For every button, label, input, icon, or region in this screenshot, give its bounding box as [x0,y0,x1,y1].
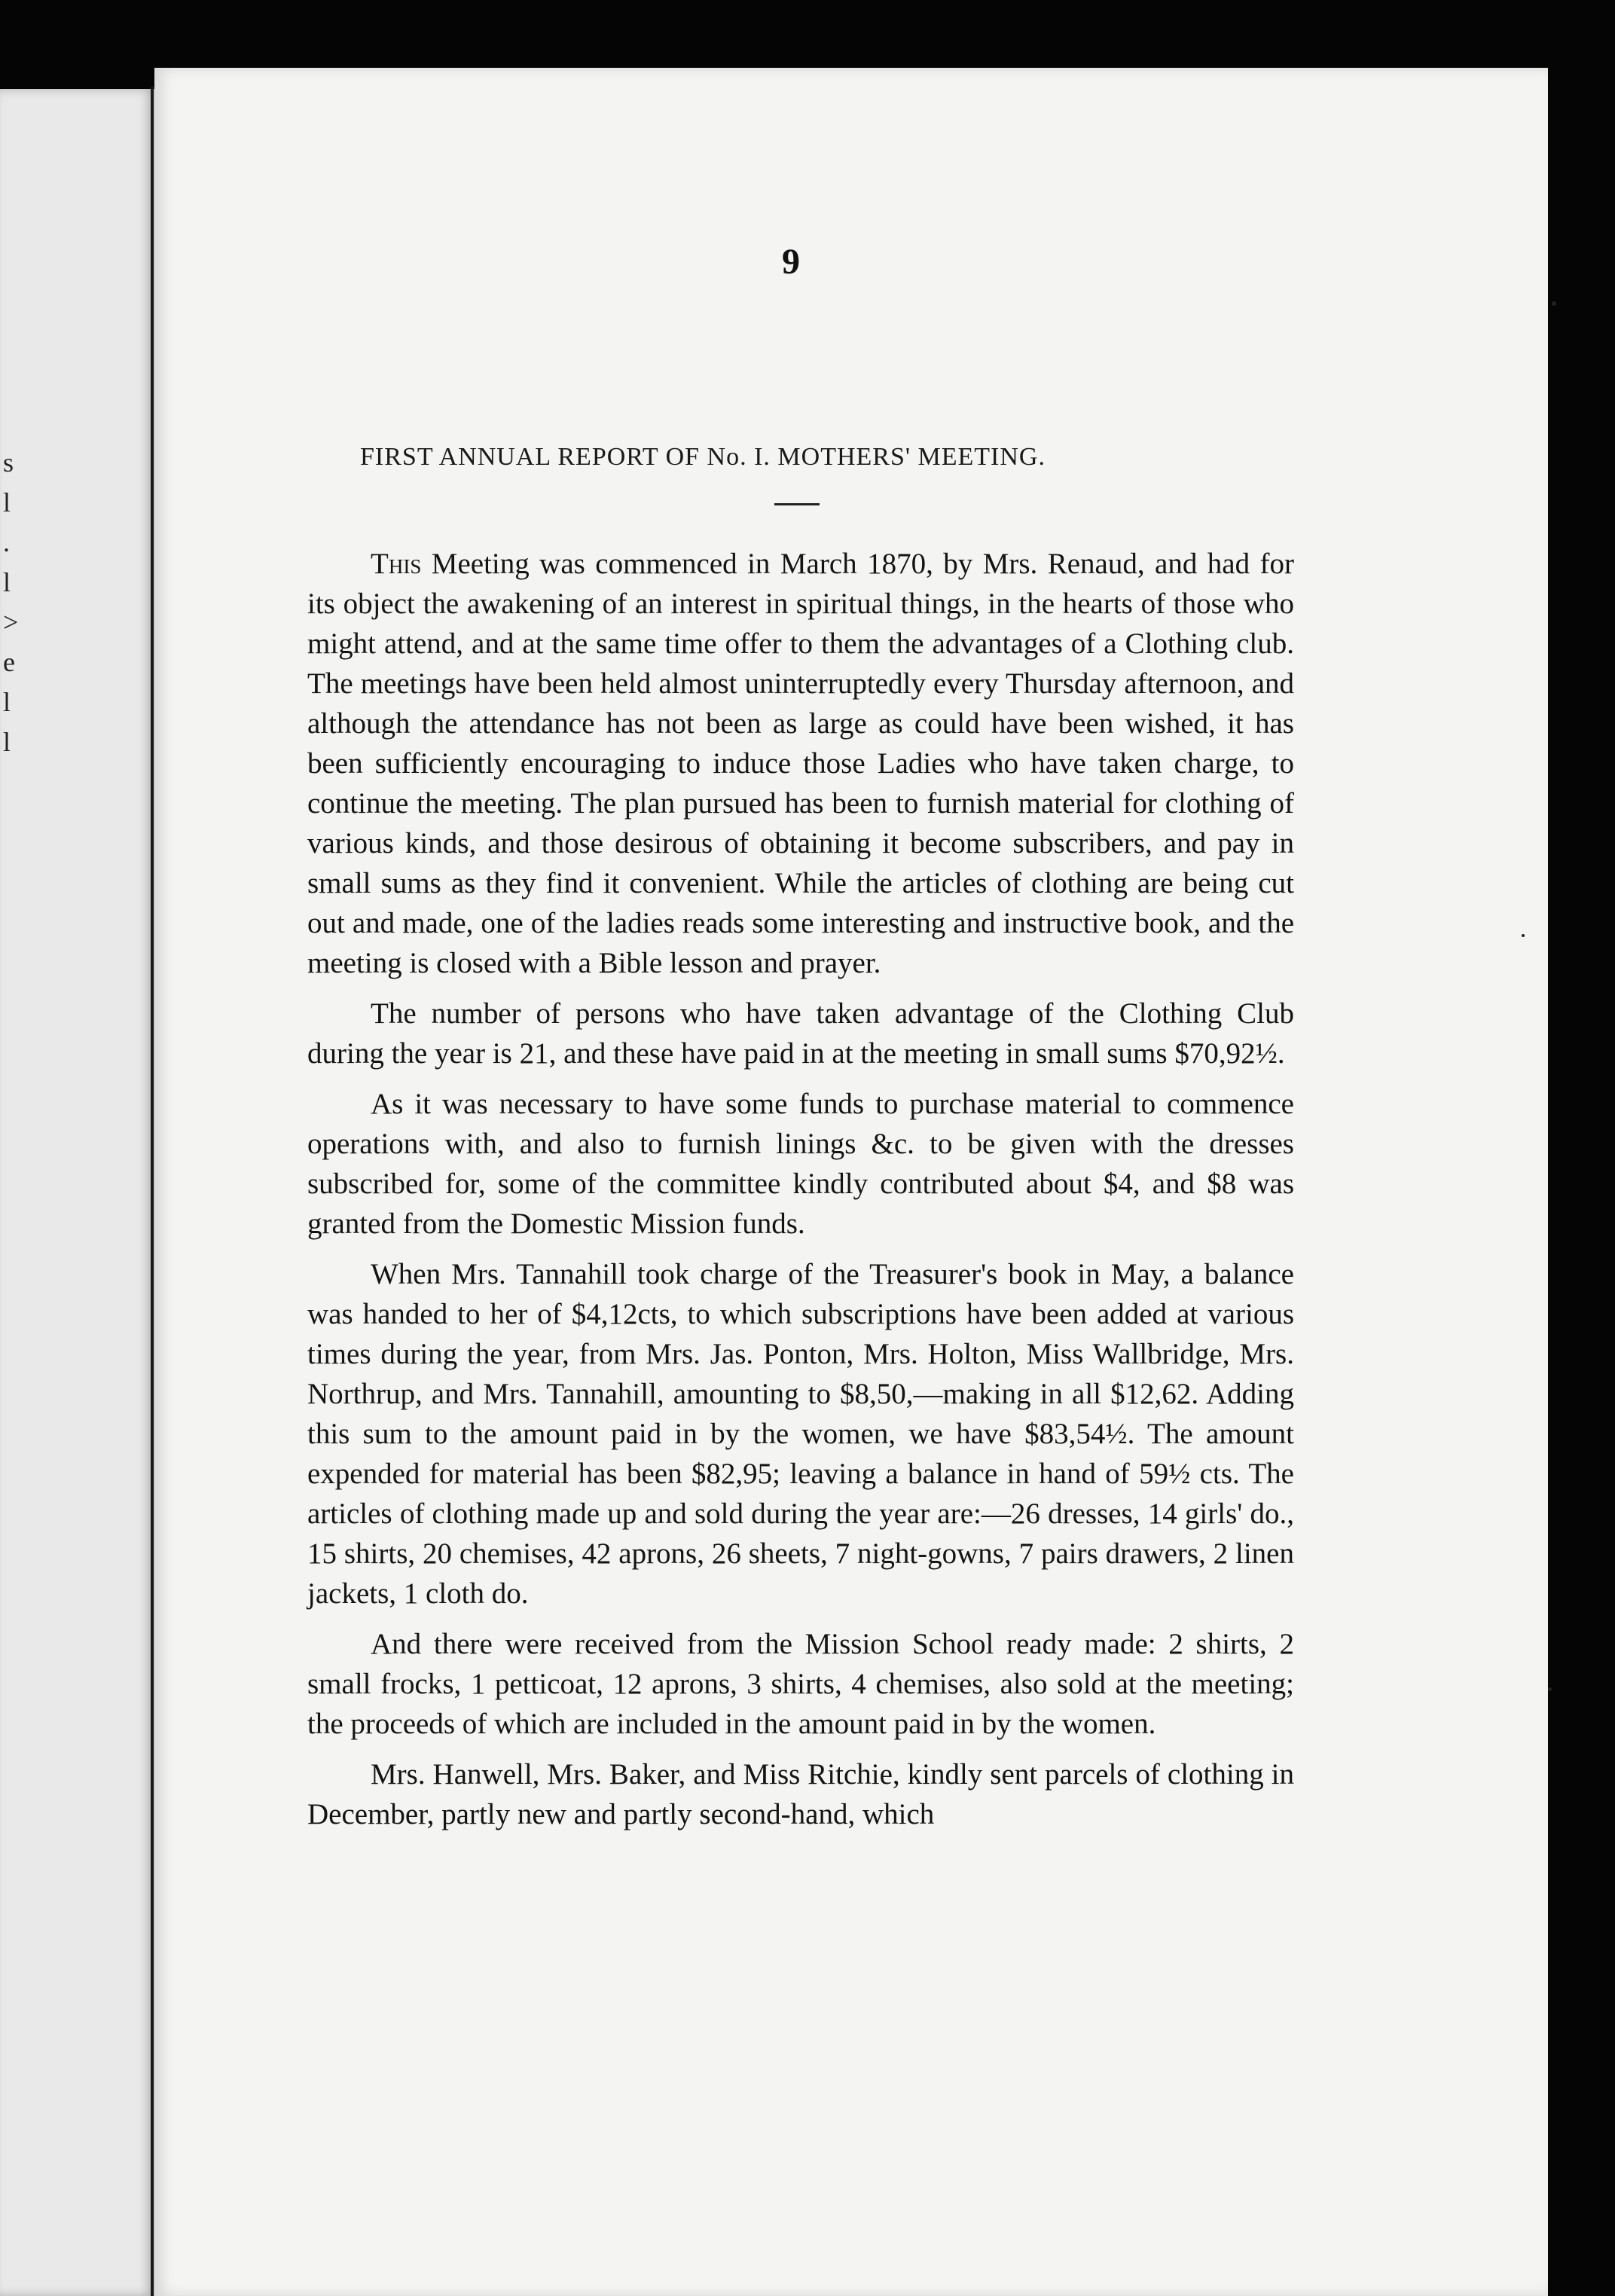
paragraph-text: When Mrs. Tannahill took charge of the Treasurer's book in May, a balance was handed to her of $4,12cts, to which subscriptions have been added at various times during the year, from Mrs. Jas. Ponton, Mrs. Holton, Miss Wallbridge, Mrs. Northrup, and Mrs. Tannahill, amounting to $8,50,—making in all $12,62. Adding this sum to the amount paid in by the women, we have $83,54½. The amount expended for material has been $82,95; leaving a balance in hand of 59½ cts. The articles of clothing made up and sold during the year are:—26 dresses, 14 girls' do., 15 shirts, 20 chemises, 42 aprons, 26 sheets, 7 night-gowns, 7 pairs drawers, 2 linen jackets, 1 cloth do. [307,1258,1294,1610]
paragraph-lead: This [371,548,422,580]
report-title: FIRST ANNUAL REPORT OF No. I. MOTHERS' MEETING. [360,443,1046,471]
scan-speck [1552,301,1556,306]
edge-mark: l [3,687,11,717]
report-body [307,544,1294,1845]
paragraph [307,1254,1294,1614]
paragraph [307,544,1294,983]
edge-mark: e [3,647,15,677]
edge-mark: l [3,567,11,597]
paragraph [307,1624,1294,1744]
edge-mark: s [3,447,14,478]
page-number: 9 [782,242,800,282]
paragraph-text: The number of persons who have taken advantage of the Clothing Club during the year is 21, and these have paid in at the meeting in small sums $70,92½. [307,997,1294,1070]
paragraph-text: Meeting was commenced in March 1870, by Mrs. Renaud, and had for its object the awakening of an interest in spiritual things, in the hearts of those who might attend, and at the same time offer to them the advantages of a Clothing club. The meetings have been held almost uninterruptedly every Thursday afternoon, and although the attendance has not been as large as could have been wished, it has been sufficiently encouraging to induce those Ladies who have taken charge, to continue the meeting. The plan pursued has been to furnish material for clothing of various kinds, and those desirous of obtaining it become subscribers, and pay in small sums as they find it convenient. While the articles of clothing are being cut out and made, one of the ladies reads some interesting and instructive book, and the meeting is closed with a Bible lesson and prayer. [307,548,1294,979]
scan-speck [1522,934,1525,937]
paragraph-text: Mrs. Hanwell, Mrs. Baker, and Miss Ritchie, kindly sent parcels of clothing in December, partly new and partly second-hand, which [307,1758,1294,1830]
edge-mark: l [3,727,11,757]
scan-speck [1548,1687,1552,1691]
title-divider [774,503,820,505]
edge-mark: l [3,487,11,518]
paragraph [307,1754,1294,1834]
paragraph-text: As it was necessary to have some funds to purchase material to commence operations with, and also to furnish linings &c. to be given with the dresses subscribed for, some of the committee kindly contributed about $4, and $8 was granted from the Domestic Mission funds. [307,1088,1294,1240]
edge-mark: . [3,527,10,557]
paragraph [307,994,1294,1073]
edge-mark: > [3,607,19,637]
paragraph [307,1084,1294,1244]
facing-page-edge [0,89,154,2296]
paragraph-text: And there were received from the Mission School ready made: 2 shirts, 2 small frocks, 1 petticoat, 12 aprons, 3 shirts, 4 chemises, also sold at the meeting; the proceeds of which are included in the amount paid in by the women. [307,1628,1294,1740]
facing-page-text-fragments [3,443,23,762]
book-gutter [151,87,154,2296]
